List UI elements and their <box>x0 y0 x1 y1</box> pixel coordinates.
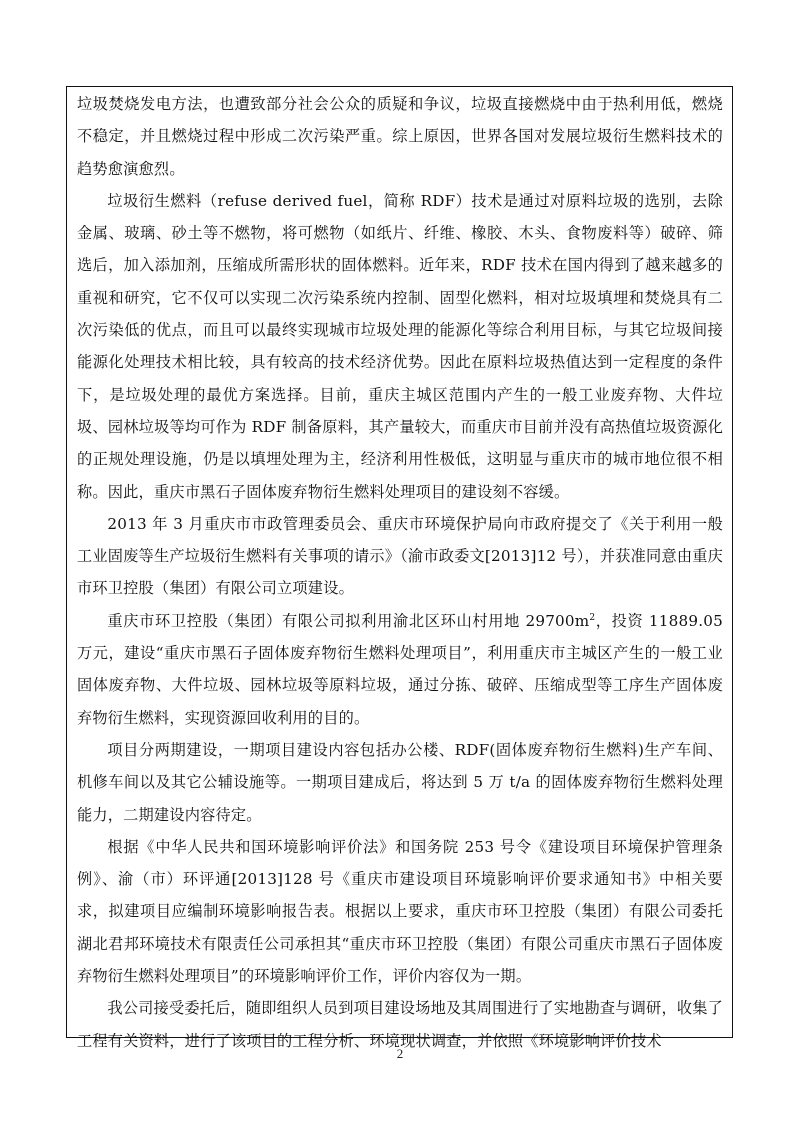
paragraph-4-text-b: ，投资 11889.05 万元，建设“重庆市黑石子固体废弃物衍生燃料处理项目”，利用重庆市主城区产生的一般工业固体废弃物、大件垃圾、园林垃圾等原料垃圾，通过分拣、破碎、压缩成型等工序生产固体废弃物衍生燃料，实现资源回收利用的目的。 <box>77 611 723 727</box>
area-unit-superscript: 2 <box>589 612 596 623</box>
paragraph-1: 垃圾焚烧发电方法，也遭致部分社会公众的质疑和争议，垃圾直接燃烧中由于热利用低，燃烧不稳定，并且燃烧过程中形成二次污染严重。综上原因，世界各国对发展垃圾衍生燃料技术的趋势愈演愈烈。 <box>77 95 723 178</box>
paragraph-4-text-a: 重庆市环卫控股（集团）有限公司拟利用渝北区环山村用地 29700m <box>107 611 590 630</box>
paragraph-4 <box>77 605 723 734</box>
paragraph-7: 我公司接受委托后，随即组织人员到项目建设场地及其周围进行了实地勘查与调研，收集了工程有关资料，进行了该项目的工程分析、环境现状调查，并依照《环境影响评价技术 <box>77 999 723 1050</box>
content-frame <box>66 86 733 1050</box>
paragraph-2: 垃圾衍生燃料（refuse derived fuel，简称 RDF）技术是通过对原料垃圾的选别，去除金属、玻璃、砂土等不燃物，将可燃物（如纸片、纤维、橡胶、木头、食物废料等）破碎、筛选后，加入添加剂，压缩成所需形状的固体燃料。近年来，RDF 技术在国内得到了越来越多的重视和研究，它不仅可以实现二次污染系统内控制、固型化燃料，相对垃圾填埋和焚烧具有二次污染低的优点，而且可以最终实现城市垃圾处理的能源化等综合利用目标，与其它垃圾间接能源化处理技术相比较，具有较高的技术经济优势。因此在原料垃圾热值达到一定程度的条件下，是垃圾处理的最优方案选择。目前，重庆主城区范围内产生的一般工业废弃物、大件垃圾、园林垃圾等均可作为 RDF 制备原料，其产量较大，而重庆市目前并没有高热值垃圾资源化的正规处理设施，仍是以填埋处理为主，经济利用性极低，这明显与重庆市的城市地位很不相称。因此，重庆市黑石子固体废弃物衍生燃料处理项目的建设刻不容缓。 <box>77 191 723 501</box>
paragraph-3: 2013 年 3 月重庆市市政管理委员会、重庆市环境保护局向市政府提交了《关于利用一般工业固废等生产垃圾衍生燃料有关事项的请示》（渝市政委文[2013]12 号），并获准同意由重庆市环卫控股（集团）有限公司立项建设。 <box>77 514 723 598</box>
page-number: 2 <box>396 1046 404 1061</box>
document-body <box>67 87 732 1057</box>
paragraph-5: 项目分两期建设，一期项目建设内容包括办公楼、RDF(固体废弃物衍生燃料)生产车间、机修车间以及其它公辅设施等。一期项目建成后，将达到 5 万 t/a 的固体废弃物衍生燃料处理能力，二期建设内容待定。 <box>77 740 723 824</box>
paragraph-6: 根据《中华人民共和国环境影响评价法》和国务院 253 号令《建设项目环境保护管理条例》、渝（市）环评通[2013]128 号《重庆市建设项目环境影响评价要求通知书》中相关要求，拟建项目应编制环境影响报告表。根据以上要求，重庆市环卫控股（集团）有限公司委托湖北君邦环境技术有限责任公司承担其“重庆市环卫控股（集团）有限公司重庆市黑石子固体废弃物衍生燃料处理项目”的环境影响评价工作，评价内容仅为一期。 <box>77 837 723 986</box>
